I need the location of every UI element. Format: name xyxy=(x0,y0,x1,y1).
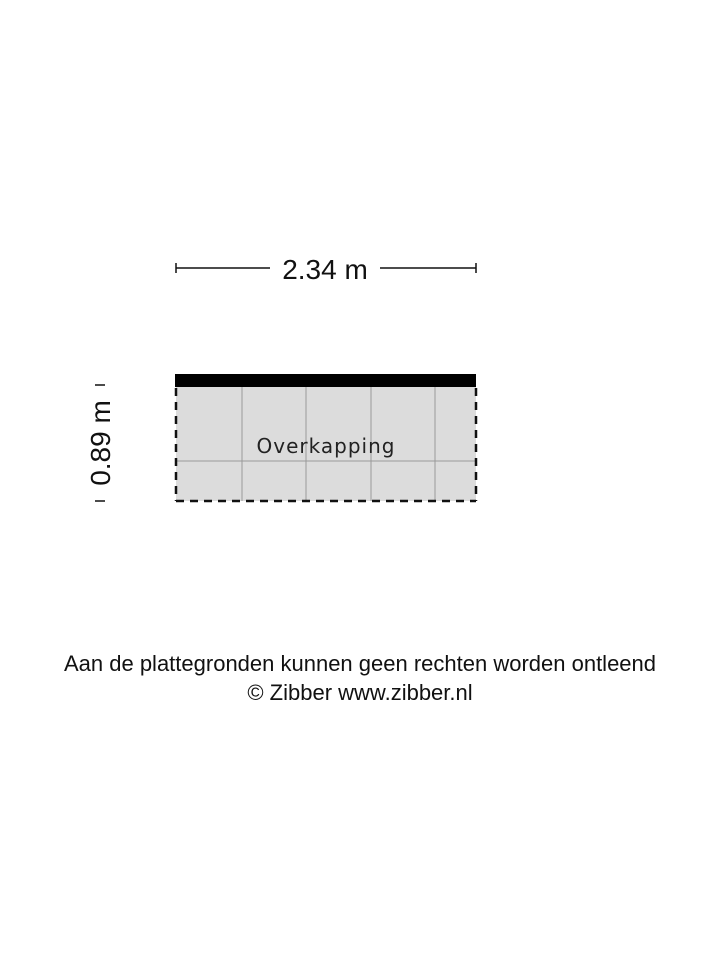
room-label: Overkapping xyxy=(256,434,396,458)
disclaimer-text: Aan de plattegronden kunnen geen rechten worden ontleend xyxy=(63,651,657,676)
height-dimension-label: 0.89 m xyxy=(85,400,116,486)
copyright-text: © Zibber www.zibber.nl xyxy=(247,680,473,705)
room-overkapping xyxy=(175,374,476,501)
wall-top xyxy=(175,374,476,387)
height-dimension xyxy=(85,385,116,501)
width-dimension xyxy=(176,254,476,285)
width-dimension-label: 2.34 m xyxy=(282,254,368,285)
